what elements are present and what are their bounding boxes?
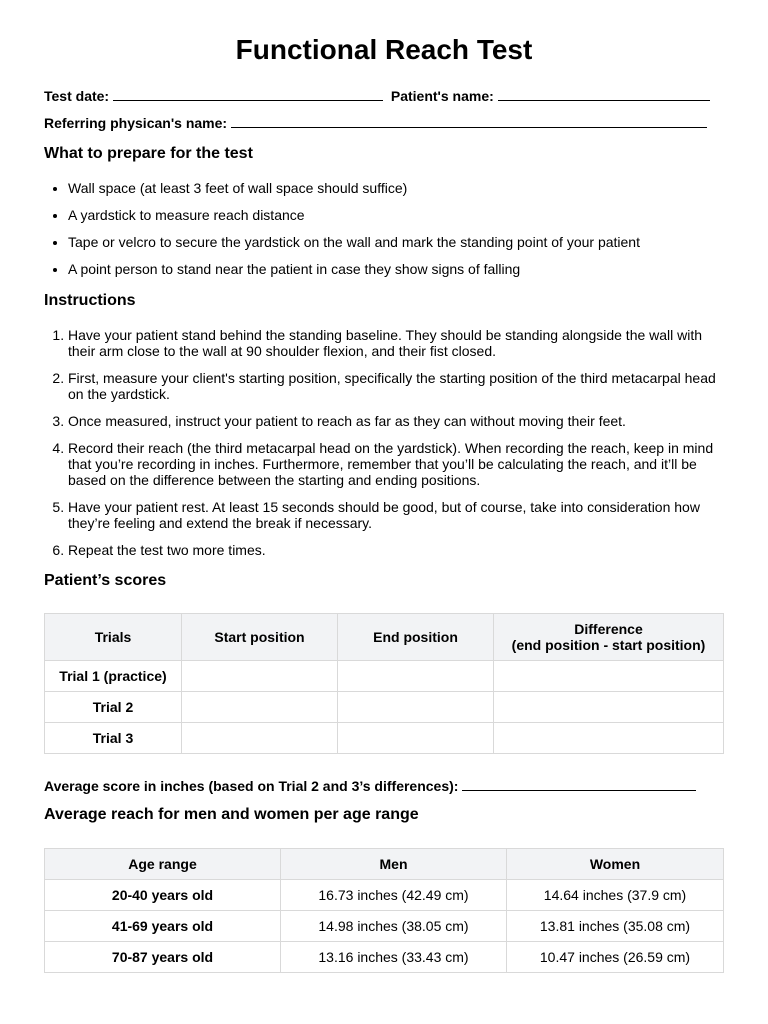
difference-cell[interactable] (494, 692, 724, 723)
women-reach-cell: 13.81 inches (35.08 cm) (507, 911, 724, 942)
col-women: Women (507, 849, 724, 880)
average-score-label: Average score in inches (based on Trial 2 and 3’s differences): (44, 778, 459, 794)
referring-physician-row (44, 114, 707, 131)
list-item: • A point person to stand near the patient in case they show signs of falling (68, 261, 724, 277)
table-row (45, 942, 724, 973)
list-item: 4. Record their reach (the third metacarpal head on the yardstick). When recording the reach, keep in mind that you’re recording in inches. Furthermore, remember that you’ll be calculating the reach, and it’ll be based on the difference between the starting and ending positions. (68, 440, 724, 488)
trial-label: Trial 2 (45, 692, 182, 723)
average-score-field[interactable] (462, 777, 696, 791)
end-position-cell[interactable] (338, 723, 494, 754)
men-reach-cell: 16.73 inches (42.49 cm) (281, 880, 507, 911)
table-row (45, 661, 724, 692)
col-trials: Trials (45, 614, 182, 661)
prepare-heading: What to prepare for the test (44, 145, 253, 162)
trial-label: Trial 3 (45, 723, 182, 754)
col-difference (494, 614, 724, 661)
test-date-field[interactable] (113, 87, 383, 101)
list-item: 2. First, measure your client's starting position, specifically the starting position of the third metacarpal head on the yardstick. (68, 370, 724, 402)
patient-name-label: Patient's name: (390, 88, 494, 104)
average-score-row (44, 777, 696, 794)
prepare-list (44, 180, 724, 288)
list-item: 1. Have your patient stand behind the standing baseline. They should be standing alongside the wall with their arm close to the wall at 90 shoulder flexion, and their fist closed. (68, 327, 724, 359)
reach-heading: Average reach for men and women per age range (44, 806, 419, 823)
end-position-cell[interactable] (338, 692, 494, 723)
page-title: Functional Reach Test (235, 34, 533, 65)
col-men: Men (281, 849, 507, 880)
start-position-cell[interactable] (182, 661, 338, 692)
scores-table (44, 613, 724, 754)
test-date-row (44, 87, 710, 104)
list-item: • A yardstick to measure reach distance (68, 207, 724, 223)
referring-physician-field[interactable] (231, 114, 707, 128)
list-item: 3. Once measured, instruct your patient to reach as far as they can without moving their feet. (68, 413, 724, 429)
difference-cell[interactable] (494, 661, 724, 692)
start-position-cell[interactable] (182, 692, 338, 723)
col-age-range: Age range (45, 849, 281, 880)
age-range-cell: 70-87 years old (45, 942, 281, 973)
col-start-position: Start position (182, 614, 338, 661)
start-position-cell[interactable] (182, 723, 338, 754)
test-date-label: Test date: (44, 88, 110, 104)
women-reach-cell: 10.47 inches (26.59 cm) (507, 942, 724, 973)
table-row (45, 880, 724, 911)
women-reach-cell: 14.64 inches (37.9 cm) (507, 880, 724, 911)
men-reach-cell: 14.98 inches (38.05 cm) (281, 911, 507, 942)
age-range-cell: 20-40 years old (45, 880, 281, 911)
list-item: • Wall space (at least 3 feet of wall space should suffice) (68, 180, 724, 196)
list-item: 6. Repeat the test two more times. (68, 542, 724, 558)
scores-heading: Patient’s scores (44, 572, 167, 589)
end-position-cell[interactable] (338, 661, 494, 692)
col-end-position: End position (338, 614, 494, 661)
list-item: • Tape or velcro to secure the yardstick on the wall and mark the standing point of your patient (68, 234, 724, 250)
men-reach-cell: 13.16 inches (33.43 cm) (281, 942, 507, 973)
referring-physician-label: Referring physican's name: (44, 115, 228, 131)
reach-table (44, 848, 724, 973)
trial-label: Trial 1 (practice) (45, 661, 182, 692)
table-row (45, 692, 724, 723)
difference-cell[interactable] (494, 723, 724, 754)
table-row (45, 723, 724, 754)
instructions-list (44, 327, 724, 569)
difference-line2: (end position - start position) (511, 637, 706, 653)
list-item: 5. Have your patient rest. At least 15 seconds should be good, but of course, take into consideration how they’re feeling and extend the break if necessary. (68, 499, 724, 531)
patient-name-field[interactable] (498, 87, 710, 101)
age-range-cell: 41-69 years old (45, 911, 281, 942)
table-row (45, 911, 724, 942)
instructions-heading: Instructions (44, 292, 136, 309)
difference-line1: Difference (574, 621, 643, 637)
